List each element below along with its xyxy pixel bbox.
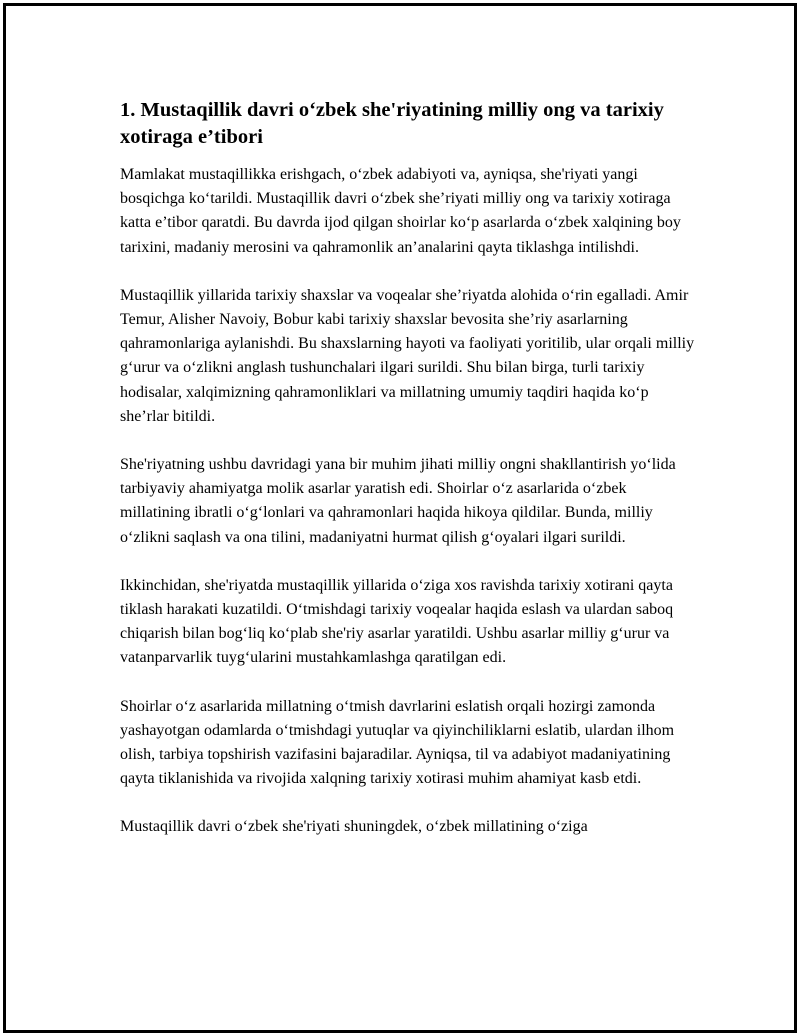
paragraph-4: Ikkinchidan, she'riyatda mustaqillik yillarida o‘ziga xos ravishda tarixiy xotirani qayta tiklash harakati kuzatildi. O‘tmishdagi tarixiy voqealar haqida eslash va ulardan saboq chiqarish bilan bog‘liq ko‘plab she'riy asarlar yaratildi. Ushbu asarlar milliy g‘urur va vatanparvarlik tuyg‘ularini mustahkamlashga qaratilgan edi.: [120, 576, 674, 667]
paragraph-6: Mustaqillik davri o‘zbek she'riyati shuningdek, o‘zbek millatining o‘ziga: [120, 818, 588, 836]
paragraph-5: Shoirlar o‘z asarlarida millatning o‘tmish davrlarini eslatish orqali hozirgi zamonda yashayotgan odamlarda o‘tmishdagi yutuqlar va qiyinchiliklarni eslatib, ulardan ilhom olish, tarbiya topshirish vazifasini bajaradilar. Ayniqsa, til va adabiyot madaniyatining qayta tiklanishida va rivojida xalqning tarixiy xotirasi muhim ahamiyat kasb etdi.: [120, 697, 675, 788]
paragraph-3: She'riyatning ushbu davridagi yana bir muhim jihati milliy ongni shakllantirish yo‘lida tarbiyaviy ahamiyatga molik asarlar yaratish edi. Shoirlar o‘z asarlarida o‘zbek millatining ibratli o‘g‘lonlari va qahramonlari haqida hikoya qildilar. Bunda, milliy o‘zlikni saqlash va ona tilini, madaniyatni hurmat qilish g‘oyalari ilgari surildi.: [120, 456, 676, 546]
document-body: [120, 97, 695, 864]
paragraph-2: Mustaqillik yillarida tarixiy shaxslar va voqealar she’riyatda alohida o‘rin egalladi. Amir Temur, Alisher Navoiy, Bobur kabi tarixiy shaxslar bevosita she’riy asarlarning qahramonlariga aylanishdi. Bu shaxslarning hayoti va faoliyati yoritilib, ular orqali milliy g‘urur va o‘zlikni anglash tushunchalari ilgari surildi. Shu bilan birga, turli tarixiy hodisalar, xalqimizning qahramonliklari va millatning umumiy taqdiri haqida ko‘p she’rlar bitildi.: [120, 286, 695, 425]
document-page: [3, 3, 797, 1033]
paragraph-1: Mamlakat mustaqillikka erishgach, o‘zbek adabiyoti va, ayniqsa, she'riyati yangi bosqichga ko‘tarildi. Mustaqillik davri o‘zbek she’riyati milliy ong va tarixiy xotiraga katta e’tibor qaratdi. Bu davrda ijod qilgan shoirlar ko‘p asarlarda o‘zbek xalqining boy tarixini, madaniy merosini va qahramonlik an’analarini qayta tiklashga intilishdi.: [120, 166, 681, 256]
section-heading: 1. Mustaqillik davri o‘zbek she'riyatining milliy ong va tarixiy xotiraga e’tibori: [120, 99, 664, 148]
